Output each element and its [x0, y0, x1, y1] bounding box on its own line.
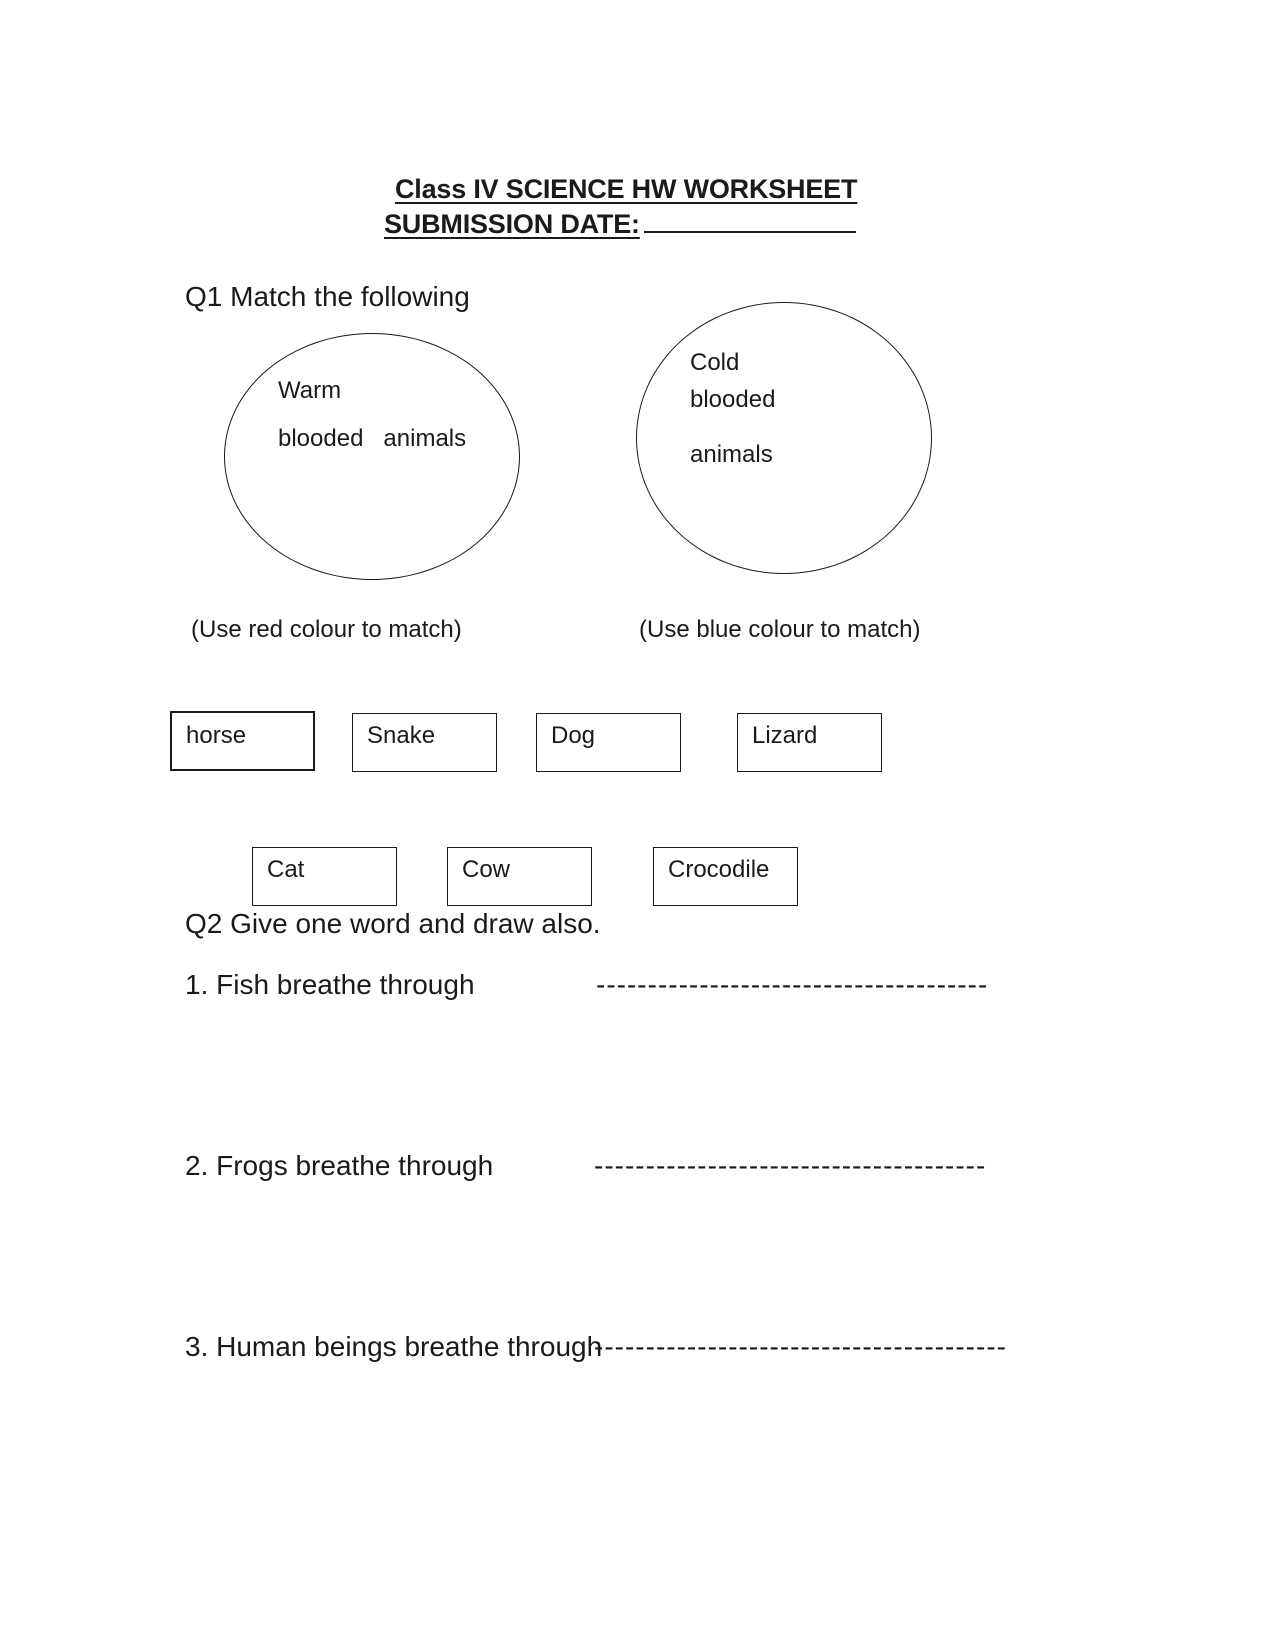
animal-box-dog[interactable]	[536, 713, 681, 772]
animal-label: Dog	[551, 722, 596, 749]
submission-date-label: SUBMISSION DATE:	[384, 209, 640, 239]
warm-circle-label-2: blooded animals	[278, 425, 467, 452]
animal-box-snake[interactable]	[352, 713, 497, 772]
q2-item-3-answer-line[interactable]: ----------------------------------------	[594, 1331, 1007, 1362]
cold-blooded-circle[interactable]	[636, 302, 932, 574]
submission-date-row	[384, 209, 856, 240]
q2-item-3-prompt: 3. Human beings breathe through	[185, 1331, 603, 1362]
animal-label: Snake	[367, 722, 436, 749]
q2-item-1-prompt: 1. Fish breathe through	[185, 969, 475, 1000]
animal-label: Lizard	[752, 722, 818, 749]
q2-heading: Q2 Give one word and draw also.	[185, 908, 601, 939]
worksheet-title: Class IV SCIENCE HW WORKSHEET	[395, 174, 858, 204]
animal-box-cow[interactable]	[447, 847, 592, 906]
warm-instruction: (Use red colour to match)	[191, 616, 462, 643]
animal-box-crocodile[interactable]	[653, 847, 798, 906]
animal-label: Crocodile	[668, 856, 770, 883]
cold-instruction: (Use blue colour to match)	[639, 616, 921, 643]
cold-circle-label-2: blooded	[690, 386, 776, 413]
q2-item-2-answer-line[interactable]: --------------------------------------	[594, 1150, 987, 1181]
warm-circle-label-1: Warm	[278, 377, 342, 404]
q2-item-1-answer-line[interactable]: --------------------------------------	[596, 969, 989, 1000]
cold-circle-label-1: Cold	[690, 349, 740, 376]
animal-box-cat[interactable]	[252, 847, 397, 906]
animal-label: Cow	[462, 856, 511, 883]
animal-label: Cat	[267, 856, 305, 883]
cold-circle-label-3: animals	[690, 441, 773, 468]
q2-item-2-prompt: 2. Frogs breathe through	[185, 1150, 494, 1181]
animal-box-lizard[interactable]	[737, 713, 882, 772]
q1-heading: Q1 Match the following	[185, 281, 470, 312]
animal-label: horse	[186, 722, 247, 749]
warm-blooded-circle[interactable]	[224, 333, 520, 580]
animal-box-horse[interactable]	[170, 711, 315, 771]
submission-date-field[interactable]	[644, 209, 856, 233]
